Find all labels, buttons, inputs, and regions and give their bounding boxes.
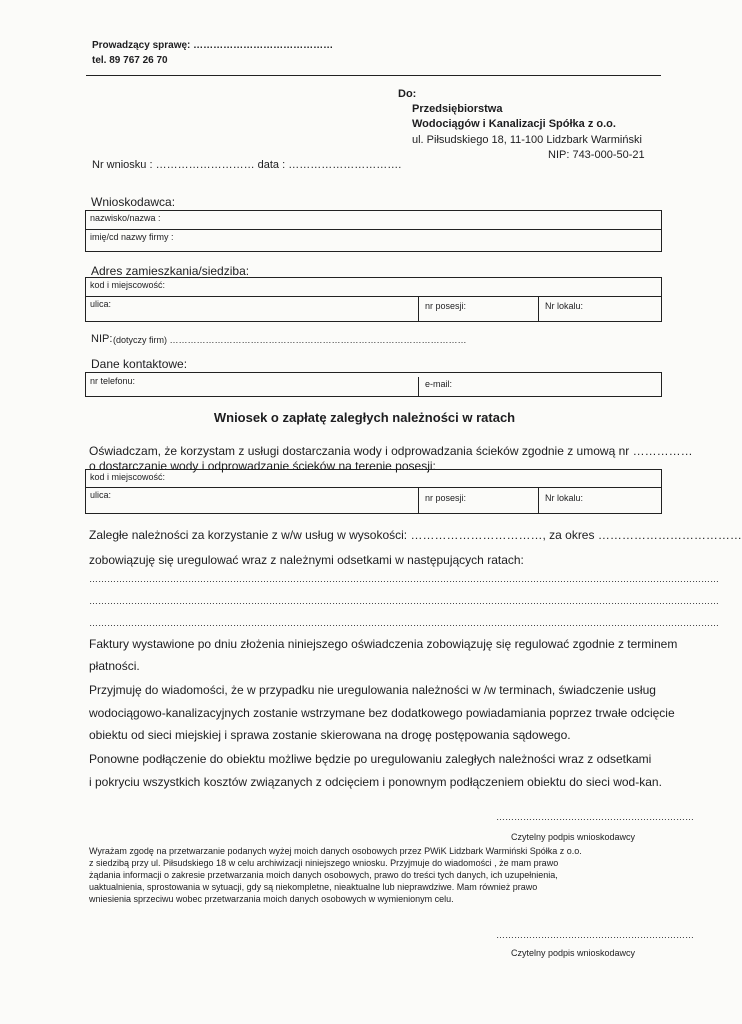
terms-p3-line2: i pokryciu wszystkich kosztów związanych z odcięciem i ponownym podłączeniem obiektu do sieci wod-kan. bbox=[89, 775, 662, 789]
declaration-line2: o dostarczanie wody i odprowadzanie ścieków na terenie posesji: bbox=[89, 459, 436, 473]
recipient-address: ul. Piłsudskiego 18, 11-100 Lidzbark Warmiński bbox=[412, 134, 642, 146]
recipient-nip: NIP: 743-000-50-21 bbox=[548, 149, 645, 161]
contact-phone-label: nr telefonu: bbox=[90, 376, 136, 386]
consent-line1: Wyrażam zgodę na przetwarzanie podanych wyżej moich danych osobowych przez PWiK Lidzbark Warmiński Spółka z o.o. bbox=[89, 846, 582, 856]
property-flat-label: Nr lokalu: bbox=[545, 493, 584, 503]
consent-line2: z siedzibą przy ul. Piłsudskiego 18 w celu archiwizacji niniejszego wniosku. Przyjmuje do wiadomości , że mam prawo bbox=[89, 858, 559, 868]
nip-note: (dotyczy firm) ……………………………………………………………………………………… bbox=[113, 335, 467, 345]
terms-p3-line1: Ponowne podłączenie do obiektu możliwe będzie po uregulowaniu zaległych należności wraz z odsetkami bbox=[89, 752, 652, 766]
application-number-date: Nr wniosku : ……………………… data : …………………………. bbox=[92, 159, 402, 171]
arrears-line2: zobowiązuję się uregulować wraz z należnymi odsetkami w następujących ratach: bbox=[89, 553, 524, 567]
property-postal-label: kod i miejscowość: bbox=[90, 472, 166, 482]
applicant-divider bbox=[85, 229, 662, 230]
consent-line5: wniesienia sprzeciwu wobec przetwarzania moich danych osobowych w wymienionym celu. bbox=[89, 894, 454, 904]
installment-blank-2: ………………………………………………………………………………………………………………………………………………………………………………………… bbox=[89, 596, 719, 606]
address-vline-1 bbox=[418, 296, 419, 322]
nip-label: NIP: bbox=[91, 333, 113, 345]
document-title: Wniosek o zapłatę zaległych należności w ratach bbox=[213, 410, 516, 425]
installment-blank-3: ………………………………………………………………………………………………………………………………………………………………………………………… bbox=[89, 618, 719, 628]
case-handler-label: Prowadzący sprawę: …………………………………… bbox=[92, 40, 334, 51]
arrears-line1: Zaległe należności za korzystanie z w/w usług w wysokości: ……………………………, za okres ……………………………… bbox=[89, 528, 742, 542]
contact-section-title: Dane kontaktowe: bbox=[91, 357, 188, 371]
property-vline-2 bbox=[538, 487, 539, 514]
contact-email-label: e-mail: bbox=[425, 379, 453, 389]
consent-line4: uaktualnienia, sprostowania w sytuacji, gdy są niekompletne, nieaktualne lub nieprawdziwe. Mam również prawo bbox=[89, 882, 538, 892]
terms-p2-line3: obiektu od sieci miejskiej i sprawa zostanie skierowana na drogę postępowania sądowego. bbox=[89, 728, 571, 742]
signature2-dots: ………………………………………………………… bbox=[496, 930, 694, 940]
signature1-dots: ………………………………………………………… bbox=[496, 812, 694, 822]
terms-p1-line2: płatności. bbox=[89, 659, 140, 673]
recipient-name-line2: Wodociągów i Kanalizacji Spółka z o.o. bbox=[412, 118, 616, 130]
address-divider bbox=[85, 296, 662, 297]
property-vline-1 bbox=[418, 487, 419, 514]
property-box bbox=[85, 469, 662, 514]
property-street-label: ulica: bbox=[90, 490, 112, 500]
terms-p1-line1: Faktury wystawione po dniu złożenia niniejszego oświadczenia zobowiązuję się regulować zgodnie z terminem bbox=[89, 637, 678, 651]
recipient-to-label: Do: bbox=[398, 88, 417, 100]
applicant-box bbox=[85, 210, 662, 252]
header-rule bbox=[86, 75, 661, 76]
signature1-label: Czytelny podpis wnioskodawcy bbox=[511, 832, 636, 842]
terms-p2-line1: Przyjmuję do wiadomości, że w przypadku nie uregulowania należności w /w terminach, świadczenie usług bbox=[89, 683, 656, 697]
contact-box bbox=[85, 372, 662, 397]
recipient-name-line1: Przedsiębiorstwa bbox=[412, 103, 503, 115]
installment-blank-1: ………………………………………………………………………………………………………………………………………………………………………………………… bbox=[89, 574, 719, 584]
address-postal-label: kod i miejscowość: bbox=[90, 280, 166, 290]
contact-vline bbox=[418, 377, 419, 397]
address-street-label: ulica: bbox=[90, 299, 112, 309]
address-house-label: nr posesji: bbox=[425, 301, 467, 311]
terms-p2-line2: wodociągowo-kanalizacyjnych zostanie wstrzymane bez dodatkowego powiadamiania poprzez trwałe odcięcie bbox=[89, 706, 675, 720]
signature2-label: Czytelny podpis wnioskodawcy bbox=[511, 948, 636, 958]
property-house-label: nr posesji: bbox=[425, 493, 467, 503]
address-vline-2 bbox=[538, 296, 539, 322]
applicant-name-label: nazwisko/nazwa : bbox=[90, 213, 161, 223]
consent-line3: żądania informacji o zakresie przetwarzania moich danych osobowych, prawo do treści tych danych, ich uzupełnienia, bbox=[89, 870, 558, 880]
address-flat-label: Nr lokalu: bbox=[545, 301, 584, 311]
address-box bbox=[85, 277, 662, 322]
applicant-section-title: Wnioskodawca: bbox=[91, 195, 176, 209]
declaration-line1: Oświadczam, że korzystam z usługi dostarczania wody i odprowadzania ścieków zgodnie z umową nr …………… bbox=[89, 444, 693, 458]
address-section-title: Adres zamieszkania/siedziba: bbox=[91, 264, 250, 278]
property-divider bbox=[85, 487, 662, 488]
handler-phone: tel. 89 767 26 70 bbox=[92, 55, 168, 66]
applicant-firstname-label: imię/cd nazwy firmy : bbox=[90, 232, 174, 242]
